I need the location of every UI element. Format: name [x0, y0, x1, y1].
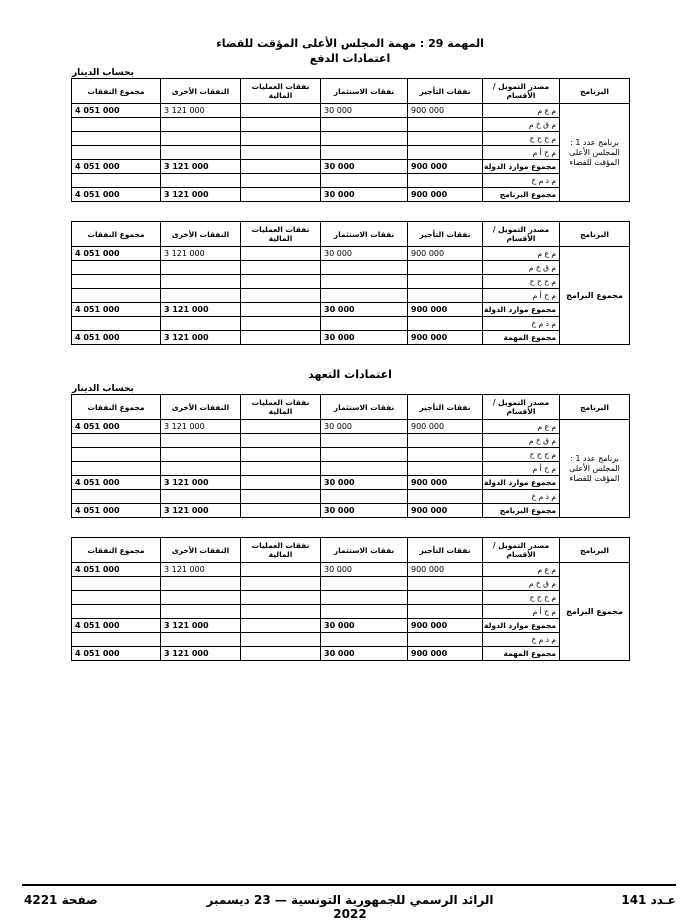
invest-cell: 30 000	[321, 188, 408, 202]
invest-cell: 30 000	[321, 563, 408, 577]
rent-cell: 900 000	[408, 303, 483, 317]
mission-title: المهمة 29 : مهمة المجلس الأعلى المؤقت للقضاء	[216, 37, 484, 50]
source-cell: مجموع البرنامج	[483, 188, 560, 202]
invest-cell: 30 000	[321, 247, 408, 261]
other-cell: 3 121 000	[161, 160, 241, 174]
total-cell: 4 051 000	[72, 647, 161, 661]
commitment-total-table	[71, 537, 630, 661]
source-cell: مجموع موارد الدولة	[483, 619, 560, 633]
other-cell: 3 121 000	[161, 303, 241, 317]
source-cell: مجموع البرنامج	[483, 504, 560, 518]
source-cell: م ح ح ح	[483, 591, 560, 605]
invest-cell: 30 000	[321, 619, 408, 633]
invest-cell: 30 000	[321, 331, 408, 345]
other-cell: 3 121 000	[161, 647, 241, 661]
financial-cell	[241, 647, 321, 661]
total-cell: 4 051 000	[72, 160, 161, 174]
total-cell: 4 051 000	[72, 188, 161, 202]
payment-total-table	[71, 221, 630, 345]
col-program: البرنامج	[560, 222, 630, 247]
col-financial: نفقات العمليات المالية	[241, 222, 321, 247]
financial-cell	[241, 303, 321, 317]
other-cell: 3 121 000	[161, 188, 241, 202]
payment-program-table	[71, 78, 630, 202]
page-number: صفحة 4221	[24, 893, 98, 907]
col-other: النفقات الأخرى	[161, 538, 241, 563]
financial-cell	[241, 563, 321, 577]
col-rent: نفقات التأجير	[408, 538, 483, 563]
financial-cell	[241, 504, 321, 518]
total-cell: 4 051 000	[72, 247, 161, 261]
source-cell: م ح ح ح	[483, 132, 560, 146]
col-source: مصدر التمويل / الأقسام	[483, 222, 560, 247]
col-rent: نفقات التأجير	[408, 79, 483, 104]
total-cell: 4 051 000	[72, 104, 161, 118]
unit-label: بحساب الدينار	[72, 68, 134, 78]
other-cell: 3 121 000	[161, 476, 241, 490]
col-invest: نفقات الاستثمار	[321, 395, 408, 420]
source-cell: مجموع موارد الدولة	[483, 160, 560, 174]
rent-cell: 900 000	[408, 331, 483, 345]
total-cell: 4 051 000	[72, 563, 161, 577]
commitment-section-title: اعتمادات التعهد	[308, 368, 392, 381]
commitment-program-table	[71, 394, 630, 518]
invest-cell: 30 000	[321, 160, 408, 174]
source-cell: م ح ح ح	[483, 448, 560, 462]
program-cell: برنامج عدد 1 : المجلس الأعلى المؤقت للقضاء	[560, 420, 630, 518]
invest-cell: 30 000	[321, 504, 408, 518]
source-cell: مجموع موارد الدولة	[483, 303, 560, 317]
rent-cell: 900 000	[408, 160, 483, 174]
financial-cell	[241, 420, 321, 434]
source-cell: م ع م	[483, 563, 560, 577]
issue-number: عـدد 141	[621, 893, 676, 907]
col-total: مجموع النفقات	[72, 79, 161, 104]
other-cell: 3 121 000	[161, 104, 241, 118]
financial-cell	[241, 247, 321, 261]
source-cell: م ح أ م	[483, 605, 560, 619]
source-cell: م ع م	[483, 247, 560, 261]
source-cell: م ق خ م	[483, 577, 560, 591]
financial-cell	[241, 619, 321, 633]
col-financial: نفقات العمليات المالية	[241, 538, 321, 563]
program-cell: برنامج عدد 1 : المجلس الأعلى المؤقت للقضاء	[560, 104, 630, 202]
source-cell: م ح أ م	[483, 462, 560, 476]
col-rent: نفقات التأجير	[408, 222, 483, 247]
footer-rule	[22, 884, 676, 886]
source-cell: م ذ م خ	[483, 174, 560, 188]
source-cell: م ق خ م	[483, 434, 560, 448]
col-source: مصدر التمويل / الأقسام	[483, 538, 560, 563]
source-cell: م ح ح ح	[483, 275, 560, 289]
program-cell: مجموع البرامج	[560, 563, 630, 661]
col-invest: نفقات الاستثمار	[321, 538, 408, 563]
col-financial: نفقات العمليات المالية	[241, 395, 321, 420]
financial-cell	[241, 476, 321, 490]
col-other: النفقات الأخرى	[161, 222, 241, 247]
total-cell: 4 051 000	[72, 420, 161, 434]
payment-section-title: اعتمادات الدفع	[309, 52, 391, 65]
col-other: النفقات الأخرى	[161, 395, 241, 420]
col-rent: نفقات التأجير	[408, 395, 483, 420]
other-cell: 3 121 000	[161, 247, 241, 261]
col-other: النفقات الأخرى	[161, 79, 241, 104]
source-cell: م ق خ م	[483, 261, 560, 275]
col-source: مصدر التمويل / الأقسام	[483, 395, 560, 420]
other-cell: 3 121 000	[161, 331, 241, 345]
source-cell: مجموع المهمة	[483, 647, 560, 661]
rent-cell: 900 000	[408, 104, 483, 118]
journal-title: الرائد الرسمي للجمهورية التونسية — 23 ديسمبر 2022	[206, 893, 494, 921]
total-cell: 4 051 000	[72, 476, 161, 490]
rent-cell: 900 000	[408, 247, 483, 261]
rent-cell: 900 000	[408, 504, 483, 518]
other-cell: 3 121 000	[161, 420, 241, 434]
invest-cell: 30 000	[321, 647, 408, 661]
col-program: البرنامج	[560, 79, 630, 104]
program-cell: مجموع البرامج	[560, 247, 630, 345]
source-cell: م ق خ م	[483, 118, 560, 132]
other-cell: 3 121 000	[161, 619, 241, 633]
col-total: مجموع النفقات	[72, 538, 161, 563]
total-cell: 4 051 000	[72, 331, 161, 345]
col-financial: نفقات العمليات المالية	[241, 79, 321, 104]
col-total: مجموع النفقات	[72, 395, 161, 420]
rent-cell: 900 000	[408, 619, 483, 633]
financial-cell	[241, 104, 321, 118]
other-cell: 3 121 000	[161, 563, 241, 577]
col-program: البرنامج	[560, 395, 630, 420]
source-cell: م ع م	[483, 420, 560, 434]
total-cell: 4 051 000	[72, 619, 161, 633]
total-cell: 4 051 000	[72, 303, 161, 317]
col-source: مصدر التمويل / الأقسام	[483, 79, 560, 104]
financial-cell	[241, 331, 321, 345]
financial-cell	[241, 188, 321, 202]
rent-cell: 900 000	[408, 420, 483, 434]
source-cell: مجموع موارد الدولة	[483, 476, 560, 490]
invest-cell: 30 000	[321, 104, 408, 118]
source-cell: م ح أ م	[483, 146, 560, 160]
total-cell: 4 051 000	[72, 504, 161, 518]
source-cell: م ذ م خ	[483, 633, 560, 647]
source-cell: مجموع المهمة	[483, 331, 560, 345]
invest-cell: 30 000	[321, 303, 408, 317]
rent-cell: 900 000	[408, 188, 483, 202]
source-cell: م ذ م خ	[483, 490, 560, 504]
unit-label: بحساب الدينار	[72, 384, 134, 394]
invest-cell: 30 000	[321, 420, 408, 434]
rent-cell: 900 000	[408, 647, 483, 661]
source-cell: م ح أ م	[483, 289, 560, 303]
rent-cell: 900 000	[408, 563, 483, 577]
financial-cell	[241, 160, 321, 174]
source-cell: م ذ م خ	[483, 317, 560, 331]
rent-cell: 900 000	[408, 476, 483, 490]
col-total: مجموع النفقات	[72, 222, 161, 247]
source-cell: م ع م	[483, 104, 560, 118]
other-cell: 3 121 000	[161, 504, 241, 518]
col-program: البرنامج	[560, 538, 630, 563]
invest-cell: 30 000	[321, 476, 408, 490]
col-invest: نفقات الاستثمار	[321, 222, 408, 247]
col-invest: نفقات الاستثمار	[321, 79, 408, 104]
